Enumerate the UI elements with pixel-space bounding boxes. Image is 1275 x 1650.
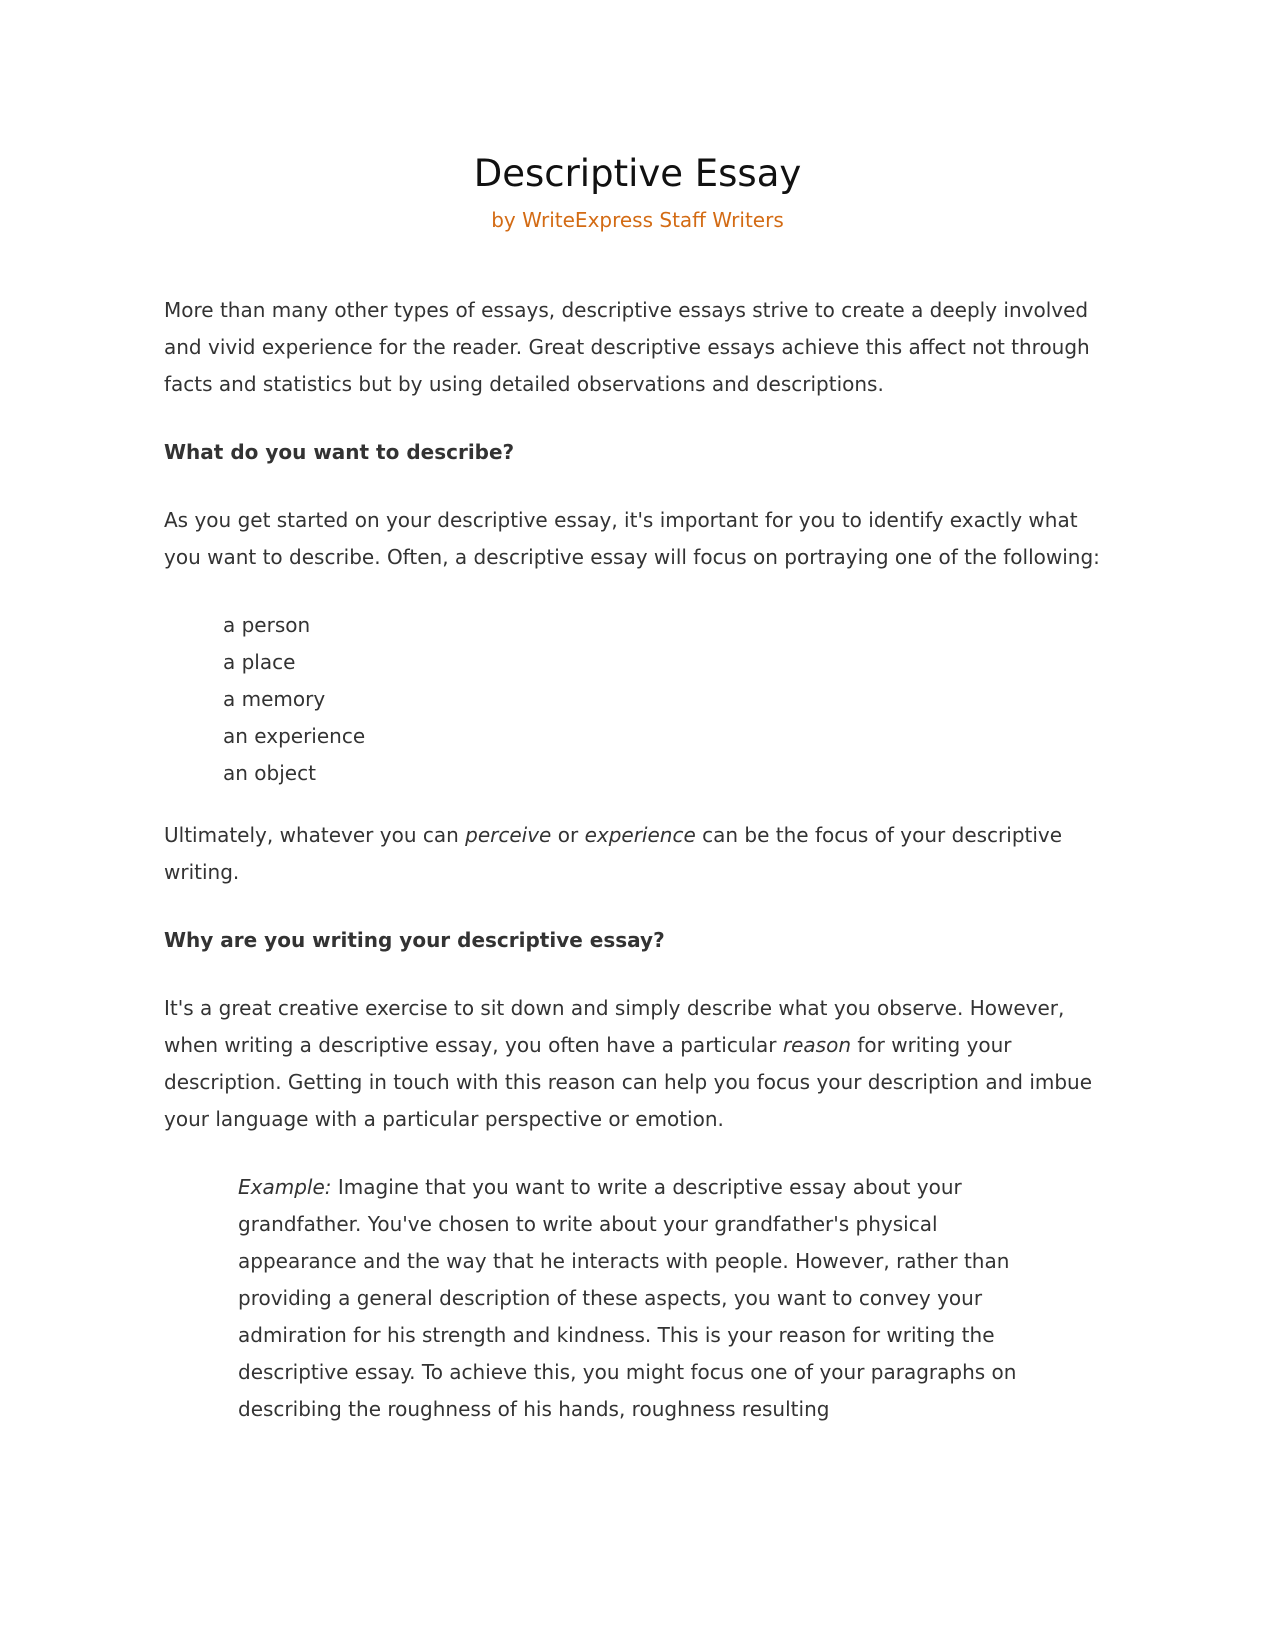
emphasis-experience: experience [584, 823, 696, 847]
emphasis-reason: reason [782, 1033, 852, 1057]
closing-text-end: can be the focus of your descriptive writing. [164, 823, 1063, 884]
section-heading-why: Why are you writing your descriptive essay? [164, 928, 665, 952]
section-heading-what: What do you want to describe? [164, 440, 515, 464]
list-item: a memory [223, 687, 326, 711]
list-item: an object [223, 761, 316, 785]
why-text-start: It's a great creative exercise to sit down and simply describe what you observe. However, when writing a descriptive essay, you often have a particular [164, 996, 1065, 1057]
intro-paragraph: More than many other types of essays, descriptive essays strive to create a deeply involved and vivid experience for the reader. Great descriptive essays achieve this affect not through facts and statistics but by using detailed observations and descriptions. [164, 298, 1090, 396]
example-label: Example: [238, 1175, 332, 1199]
describe-list [164, 607, 1114, 792]
example-paragraph [238, 1169, 1018, 1428]
list-item: an experience [223, 724, 366, 748]
section-what-paragraph: As you get started on your descriptive essay, it's important for you to identify exactly what you want to describe. Often, a descriptive essay will focus on portraying one of the following: [164, 508, 1100, 569]
page-title: Descriptive Essay [473, 152, 802, 195]
closing-text-start: Ultimately, whatever you can [164, 823, 466, 847]
list-item: a person [223, 613, 311, 637]
essay-body [164, 292, 1114, 1428]
emphasis-perceive: perceive [465, 823, 552, 847]
byline: by WriteExpress Staff Writers [491, 208, 784, 232]
section-what-closing [164, 817, 1114, 891]
list-item: a place [223, 650, 296, 674]
example-text: Imagine that you want to write a descriptive essay about your grandfather. You've chosen to write about your grandfather's physical appearance and the way that he interacts with people. However, rather than providing a general description of these aspects, you want to convey your admiration for his strength and kindness. This is your reason for writing the descriptive essay. To achieve this, you might focus one of your paragraphs on describing the roughness of his hands, roughness resulting [238, 1175, 1017, 1421]
why-text-end: for writing your description. Getting in touch with this reason can help you focus your description and imbue your language with a particular perspective or emotion. [164, 1033, 1093, 1131]
closing-text-middle: or [551, 823, 585, 847]
section-why-paragraph [164, 990, 1114, 1138]
